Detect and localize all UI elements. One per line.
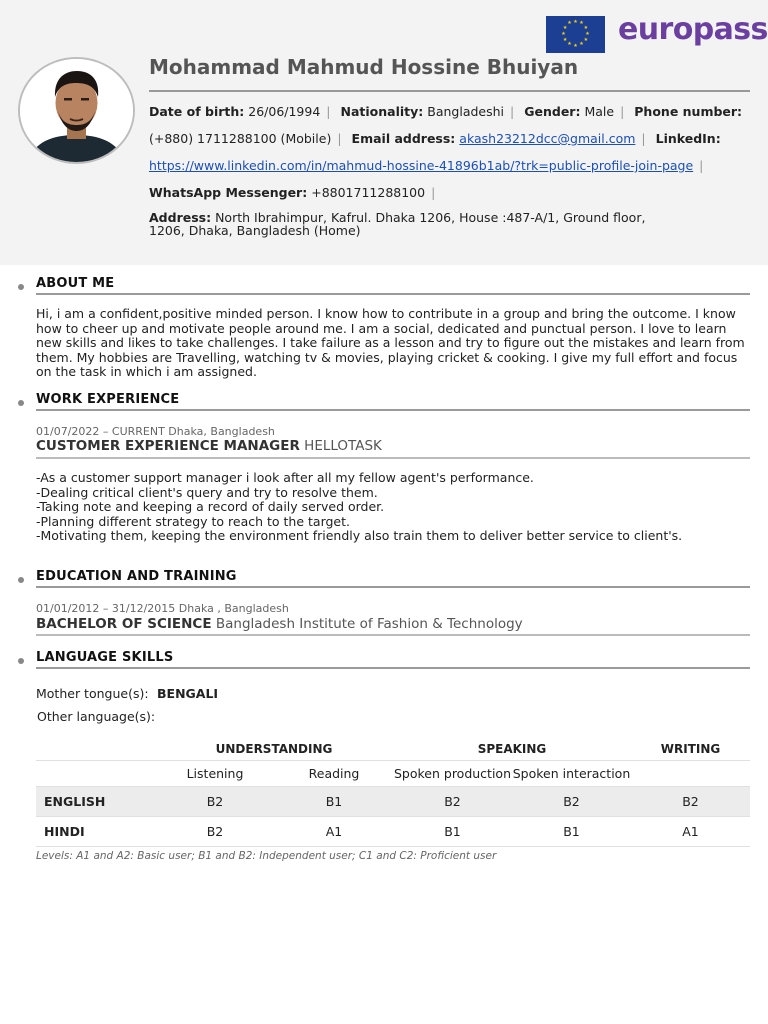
table-row <box>36 817 750 847</box>
address-line-1: North Ibrahimpur, Kafrul. Dhaka 1206, House :487-A/1, Ground floor, <box>215 210 646 225</box>
education-degree: BACHELOR OF SCIENCE <box>36 616 212 632</box>
level-cell: B1 <box>393 817 512 847</box>
separator: | <box>641 131 646 146</box>
table-header-row <box>36 737 750 761</box>
level-cell: B1 <box>275 787 393 817</box>
mother-tongue-label: Mother tongue(s): <box>36 686 149 701</box>
education-title: EDUCATION AND TRAINING <box>36 569 237 584</box>
phone-value: (+880) 1711288100 (Mobile) <box>149 131 332 146</box>
level-cell: B2 <box>631 787 750 817</box>
work-role-line <box>36 438 382 454</box>
separator: | <box>620 104 625 119</box>
about-text: Hi, i am a confident,positive minded person. I know how to contribute in a group and bring the outcome. I know how to cheer up and motivate people around me. I am a social, dedicated and punctual person. I love to learn new skills and likes to take challenges. I take failure as a lesson and try to figure out the mistakes and learn from them. My hobbies are Travelling, watching tv & movies, playing cricket & cooking. I give my full effort and focus on the task in which i am assigned. <box>36 306 745 380</box>
separator: | <box>337 131 342 146</box>
duty-item: -Taking note and keeping a record of daily served order. <box>36 499 385 515</box>
linkedin-label: LinkedIn: <box>655 131 721 146</box>
section-divider <box>36 586 750 588</box>
other-languages-label: Other language(s): <box>37 709 156 724</box>
gender-label: Gender: <box>524 104 581 119</box>
level-cell: A1 <box>631 817 750 847</box>
section-bullet <box>18 577 24 583</box>
personal-info-line-3 <box>149 158 709 173</box>
education-institution: Bangladesh Institute of Fashion & Technology <box>215 616 523 632</box>
about-title: ABOUT ME <box>36 276 115 291</box>
personal-info-line-4 <box>149 185 441 200</box>
levels-legend: Levels: A1 and A2: Basic user; B1 and B2: Independent user; C1 and C2: Proficient user <box>36 850 497 862</box>
eu-flag-icon <box>546 16 605 53</box>
header-speaking: SPEAKING <box>393 737 631 761</box>
entry-divider <box>36 457 750 459</box>
subheader-reading: Reading <box>275 761 393 787</box>
work-role: CUSTOMER EXPERIENCE MANAGER <box>36 438 300 454</box>
duty-item: -Dealing critical client's query and try to resolve them. <box>36 484 378 500</box>
level-cell: A1 <box>275 817 393 847</box>
star-icon: ★ <box>583 24 589 31</box>
star-icon: ★ <box>567 40 572 47</box>
personal-info-line-1 <box>149 104 742 119</box>
work-title: WORK EXPERIENCE <box>36 392 180 407</box>
person-name: Mohammad Mahmud Hossine Bhuiyan <box>149 55 579 79</box>
whatsapp-value: +8801711288100 <box>311 185 426 200</box>
level-cell: B2 <box>155 787 275 817</box>
linkedin-link[interactable]: https://www.linkedin.com/in/mahmud-hossine-41896b1ab/?trk=public-profile-join-page <box>149 158 694 173</box>
star-icon: ★ <box>561 30 566 37</box>
duty-item: -As a customer support manager i look after all my fellow agent's performance. <box>36 470 534 485</box>
address-label: Address: <box>149 210 212 225</box>
level-cell: B2 <box>393 787 512 817</box>
language-name: ENGLISH <box>36 787 155 817</box>
avatar <box>20 59 133 162</box>
languages-title: LANGUAGE SKILLS <box>36 650 174 665</box>
separator: | <box>510 104 515 119</box>
divider <box>149 90 750 92</box>
star-icon: ★ <box>567 20 572 27</box>
star-icon: ★ <box>579 40 584 47</box>
star-icon: ★ <box>562 24 568 31</box>
nationality-value: Bangladeshi <box>427 104 505 119</box>
gender-value: Male <box>584 104 615 119</box>
section-divider <box>36 409 750 411</box>
mother-tongue-value: BENGALI <box>157 686 219 701</box>
star-icon: ★ <box>579 20 584 27</box>
subheader-spoken-interaction: Spoken interaction <box>512 761 631 787</box>
email-link[interactable]: akash23212dcc@gmail.com <box>459 131 636 146</box>
duty-item: -Planning different strategy to reach to the target. <box>36 513 350 529</box>
star-icon: ★ <box>562 36 568 43</box>
language-name: HINDI <box>36 817 155 847</box>
table-row <box>36 787 750 817</box>
entry-divider <box>36 634 750 636</box>
profile-photo <box>18 57 135 164</box>
star-icon: ★ <box>583 36 589 43</box>
level-cell: B1 <box>512 817 631 847</box>
work-meta: 01/07/2022 – CURRENT Dhaka, Bangladesh <box>36 425 275 438</box>
separator: | <box>326 104 331 119</box>
whatsapp-label: WhatsApp Messenger: <box>149 185 308 200</box>
education-meta: 01/01/2012 – 31/12/2015 Dhaka , Bangladesh <box>36 602 289 615</box>
address-line-2: 1206, Dhaka, Bangladesh (Home) <box>149 223 361 238</box>
work-duties <box>36 471 750 544</box>
subheader-writing-empty <box>631 761 750 787</box>
language-table <box>36 737 750 847</box>
email-label: Email address: <box>351 131 456 146</box>
dob-value: 26/06/1994 <box>248 104 321 119</box>
table-header-empty <box>36 737 155 761</box>
header-writing: WRITING <box>631 737 750 761</box>
section-bullet <box>18 658 24 664</box>
dob-label: Date of birth: <box>149 104 245 119</box>
personal-info-line-2 <box>149 131 721 146</box>
star-icon: ★ <box>585 30 590 37</box>
table-subheader-row <box>36 761 750 787</box>
education-degree-line <box>36 616 523 632</box>
separator: | <box>699 158 704 173</box>
work-company: HELLOTASK <box>304 438 382 454</box>
subheader-listening: Listening <box>155 761 275 787</box>
phone-label: Phone number: <box>634 104 743 119</box>
address-block <box>149 211 645 237</box>
europass-logo: europass <box>618 12 768 47</box>
section-divider <box>36 293 750 295</box>
duty-item: -Motivating them, keeping the environment friendly also train them to deliver better service to client's. <box>36 528 683 544</box>
subheader-spoken-production: Spoken production <box>393 761 512 787</box>
section-divider <box>36 667 750 669</box>
separator: | <box>431 185 436 200</box>
section-bullet <box>18 284 24 290</box>
section-bullet <box>18 400 24 406</box>
table-subheader-empty <box>36 761 155 787</box>
nationality-label: Nationality: <box>340 104 424 119</box>
star-icon: ★ <box>573 42 578 49</box>
level-cell: B2 <box>155 817 275 847</box>
header-understanding: UNDERSTANDING <box>155 737 393 761</box>
star-icon: ★ <box>573 18 578 25</box>
level-cell: B2 <box>512 787 631 817</box>
